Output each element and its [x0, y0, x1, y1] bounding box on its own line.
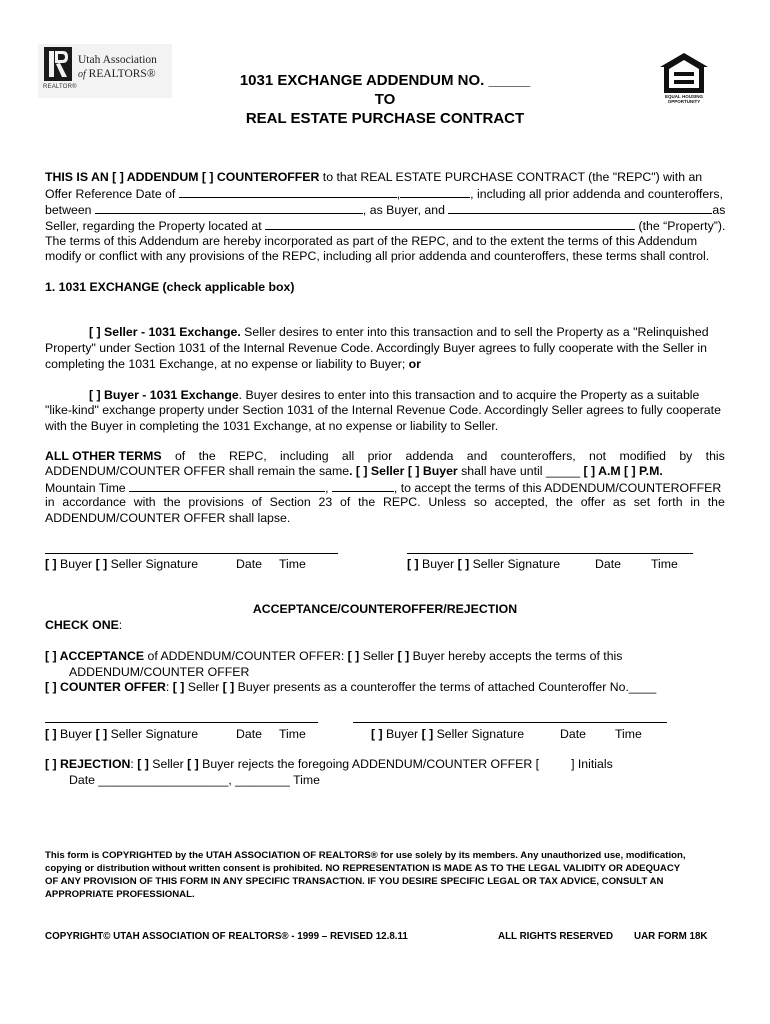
footer-form-number: UAR FORM 18K [634, 931, 708, 942]
realtor-r-logo-icon [43, 46, 73, 82]
signature-label-1-right: [ ] Buyer [ ] Seller Signature [407, 557, 561, 571]
signature-time-2-right: Time [615, 727, 642, 741]
seller-name-field[interactable] [448, 202, 712, 214]
buyer-name-field[interactable] [95, 202, 363, 214]
other-terms-line-3: Mountain Time , , to accept the terms of this ADDENDUM/COUNTEROFFER [45, 481, 722, 495]
form-title-to: TO [374, 91, 396, 108]
counter-offer-checkbox[interactable]: [ ] COUNTER OFFER [45, 680, 166, 694]
equal-housing-icon [659, 52, 709, 94]
signature-time-1-left: Time [279, 557, 306, 571]
intro-line-3: between , as Buyer, and as [45, 203, 726, 217]
deadline-year-field[interactable] [332, 480, 394, 492]
rejection-line: [ ] REJECTION: [ ] Seller [ ] Buyer rejects the foregoing ADDENDUM/COUNTER OFFER [ ] Initials [45, 757, 613, 771]
signature-line-2-right[interactable] [353, 722, 667, 723]
signature-line-2-left[interactable] [45, 722, 318, 723]
form-title: 1031 EXCHANGE ADDENDUM NO. _____ [239, 72, 531, 89]
copyright-notice-line-3: OF ANY PROVISION OF THIS FORM IN ANY SPECIFIC TRANSACTION. IF YOU DESIRE SPECIFIC LEGAL OR TAX ADVICE, CONSULT AN [45, 876, 664, 887]
signature-date-2-right: Date [560, 727, 586, 741]
signature-date-1-right: Date [595, 557, 621, 571]
copyright-notice-line-1: This form is COPYRIGHTED by the UTAH ASSOCIATION OF REALTORS® for use solely by its members. Any unauthorized use, modification, [45, 850, 686, 861]
seller-1031-line-1: [ ] Seller - 1031 Exchange. Seller desires to enter into this transaction and to sell the Property as a "Relinquished [89, 325, 709, 339]
buyer-1031-line-2: "like-kind" exchange property under Section 1031 of the Internal Revenue Code. Accordingly Seller agrees to fully cooperate [45, 403, 721, 417]
intro-line-4: Seller, regarding the Property located at (the “Property”). [45, 219, 726, 233]
copyright-notice-line-2: copying or distribution without written consent is prohibited. NO REPRESENTATION IS MADE AS TO THE LEGAL VALIDITY OR ADEQUACY [45, 863, 681, 874]
property-address-field[interactable] [265, 218, 635, 230]
intro-line-1: THIS IS AN [ ] ADDENDUM [ ] COUNTEROFFER to that REAL ESTATE PURCHASE CONTRACT (the "REPC") with an [45, 170, 703, 184]
rejection-date-line: Date ___________________, ________ Time [69, 773, 320, 787]
acceptance-line-1: [ ] ACCEPTANCE of ADDENDUM/COUNTER OFFER: [ ] Seller [ ] Buyer hereby accepts the terms of this [45, 649, 623, 663]
intro-line-6: modify or conflict with any provisions of the REPC, including all prior addenda and counteroffers, these terms shall control. [45, 249, 710, 263]
footer-rights-reserved: ALL RIGHTS RESERVED [498, 931, 614, 942]
signature-time-2-left: Time [279, 727, 306, 741]
signature-label-1-left: [ ] Buyer [ ] Seller Signature [45, 557, 199, 571]
signature-label-2-left: [ ] Buyer [ ] Seller Signature [45, 727, 199, 741]
buyer-1031-line-3: with the Buyer in completing the 1031 Exchange, at no expense or liability to Seller. [45, 419, 499, 433]
rejection-checkbox[interactable]: [ ] REJECTION [45, 757, 131, 771]
check-one-label: CHECK ONE: [45, 618, 123, 632]
signature-label-2-right: [ ] Buyer [ ] Seller Signature [371, 727, 525, 741]
other-terms-line-1: ALL OTHER TERMS of the REPC, including all prior addenda and counteroffers, not modified by this [45, 449, 725, 463]
other-terms-line-5: ADDENDUM/COUNTER OFFER shall lapse. [45, 511, 291, 525]
signature-date-1-left: Date [236, 557, 262, 571]
seller-1031-line-2: Property" under Section 1031 of the Internal Revenue Code. Accordingly Buyer agrees to fully cooperate with the Seller in [45, 341, 707, 355]
form-title-contract: REAL ESTATE PURCHASE CONTRACT [245, 110, 525, 127]
copyright-notice-line-4: APPROPRIATE PROFESSIONAL. [45, 889, 195, 900]
offer-date-field[interactable] [179, 186, 397, 198]
seller-1031-checkbox[interactable]: [ ] Seller - 1031 Exchange. [89, 325, 241, 339]
intro-line-5: The terms of this Addendum are hereby incorporated as part of the REPC, and to the extent the terms of this Addendum [45, 234, 698, 248]
section-1-heading: 1. 1031 EXCHANGE (check applicable box) [45, 280, 295, 294]
logo-realtor-mark: REALTOR® [43, 84, 77, 90]
other-terms-line-4: in accordance with the provisions of Section 23 of the REPC. Unless so accepted, the offer as set forth in the [45, 495, 725, 509]
logo-association-name: Utah Association [78, 54, 157, 66]
acceptance-checkbox[interactable]: [ ] ACCEPTANCE [45, 649, 145, 663]
signature-line-1-left[interactable] [45, 553, 338, 554]
counter-offer-line: [ ] COUNTER OFFER: [ ] Seller [ ] Buyer presents as a counteroffer the terms of attached Counteroffer No.____ [45, 680, 657, 694]
logo-realtors-name: of REALTORS® [78, 68, 156, 80]
buyer-1031-checkbox[interactable]: [ ] Buyer - 1031 Exchange [89, 388, 239, 402]
other-terms-line-2: ADDENDUM/COUNTER OFFER shall remain the same. [ ] Seller [ ] Buyer shall have until _____ [ ] A.M [ ] P.M. [45, 464, 663, 478]
footer-copyright: COPYRIGHT© UTAH ASSOCIATION OF REALTORS® - 1999 – REVISED 12.8.11 [45, 931, 408, 942]
offer-year-field[interactable] [400, 186, 470, 198]
deadline-date-field[interactable] [129, 480, 325, 492]
seller-1031-line-3: completing the 1031 Exchange, at no expense or liability to Buyer; or [45, 357, 421, 371]
acceptance-heading: ACCEPTANCE/COUNTEROFFER/REJECTION [252, 602, 518, 616]
signature-date-2-left: Date [236, 727, 262, 741]
acceptance-line-2: ADDENDUM/COUNTER OFFER [69, 665, 250, 679]
intro-line-2: Offer Reference Date of , , including all prior addenda and counteroffers, [45, 187, 723, 201]
signature-time-1-right: Time [651, 557, 678, 571]
signature-line-1-right[interactable] [407, 553, 693, 554]
buyer-1031-line-1: [ ] Buyer - 1031 Exchange. Buyer desires to enter into this transaction and to acquire the Property as a suitable [89, 388, 700, 402]
equal-housing-text: EQUAL HOUSING OPPORTUNITY [665, 94, 703, 104]
